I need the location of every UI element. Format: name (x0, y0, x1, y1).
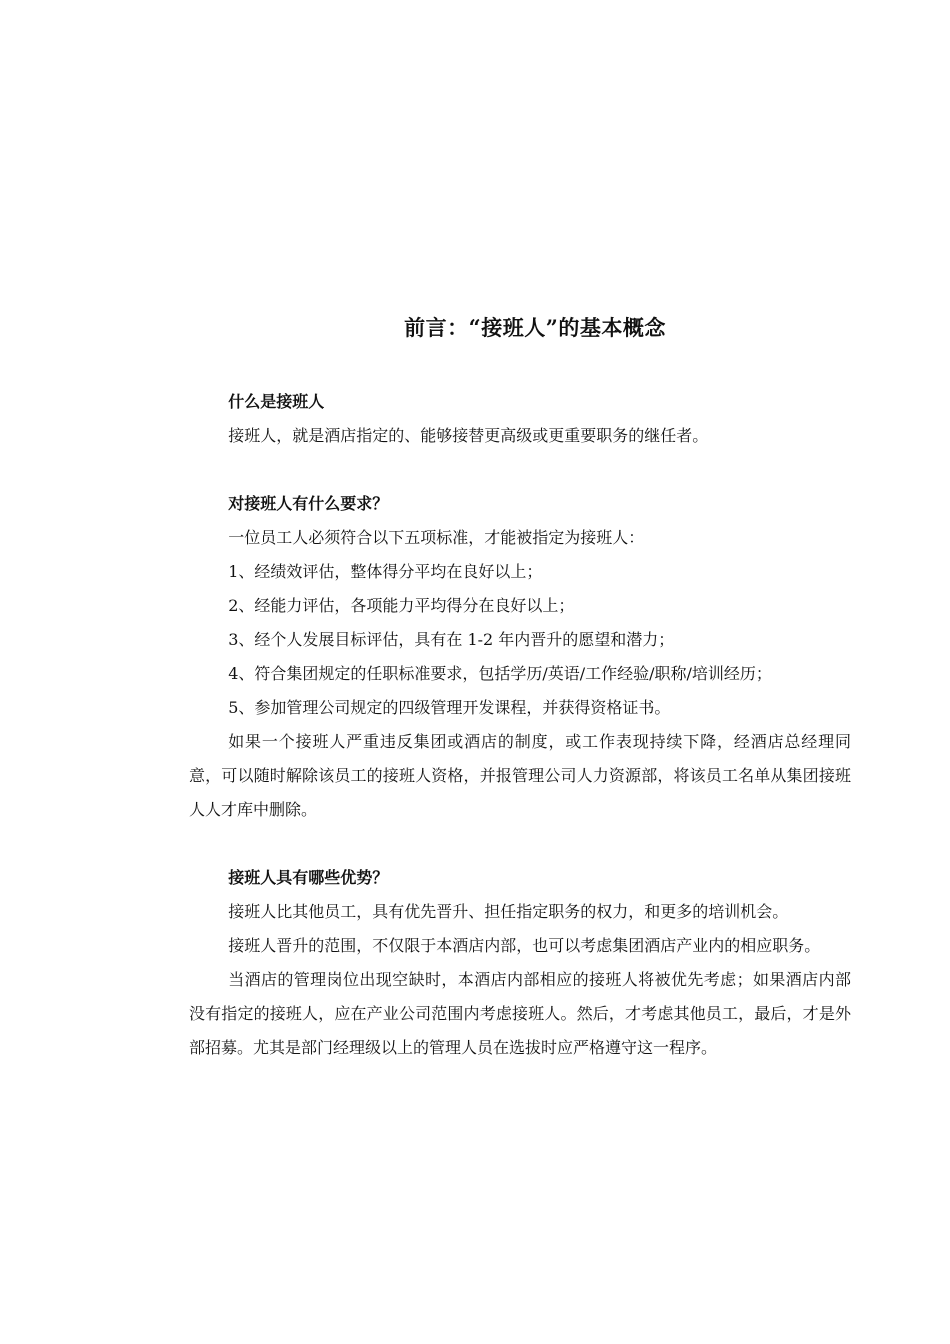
section-paragraph: 接班人晋升的范围，不仅限于本酒店内部，也可以考虑集团酒店产业内的相应职务。 (228, 936, 821, 955)
section-heading: 什么是接班人 (228, 392, 325, 411)
spacer (189, 351, 851, 385)
requirement-item: 2、经能力评估，各项能力平均得分在良好以上； (228, 596, 575, 615)
section-heading: 对接班人有什么要求？ (228, 494, 389, 513)
document-title: 前言：“接班人”的基本概念 (404, 315, 666, 340)
section-paragraph: 接班人比其他员工，具有优先晋升、担任指定职务的权力，和更多的培训机会。 (228, 902, 789, 921)
requirements-intro: 一位员工人必须符合以下五项标准，才能被指定为接班人： (228, 528, 645, 547)
section-advantages (189, 861, 851, 1065)
document-body (189, 305, 851, 1065)
section-paragraph: 接班人，就是酒店指定的、能够接替更高级或更重要职务的继任者。 (228, 426, 709, 445)
section-what-is-successor (189, 385, 851, 453)
section-heading: 接班人具有哪些优势？ (228, 868, 389, 887)
spacer (189, 453, 851, 487)
requirement-item: 4、符合集团规定的任职标准要求，包括学历/英语/工作经验/职称/培训经历； (228, 664, 772, 683)
requirement-item: 3、经个人发展目标评估，具有在 1-2 年内晋升的愿望和潜力； (228, 630, 675, 649)
requirement-item: 1、经绩效评估，整体得分平均在良好以上； (228, 562, 543, 581)
requirements-closing: 如果一个接班人严重违反集团或酒店的制度，或工作表现持续下降，经酒店总经理同意，可以随时解除该员工的接班人资格，并报管理公司人力资源部，将该员工名单从集团接班人人才库中删除。 (189, 732, 851, 819)
spacer (189, 827, 851, 861)
requirement-item: 5、参加管理公司规定的四级管理开发课程，并获得资格证书。 (228, 698, 671, 717)
section-requirements (189, 487, 851, 827)
section-paragraph: 当酒店的管理岗位出现空缺时，本酒店内部相应的接班人将被优先考虑；如果酒店内部没有指定的接班人，应在产业公司范围内考虑接班人。然后，才考虑其他员工，最后，才是外部招募。尤其是部门经理级以上的管理人员在选拔时应严格遵守这一程序。 (189, 970, 851, 1057)
